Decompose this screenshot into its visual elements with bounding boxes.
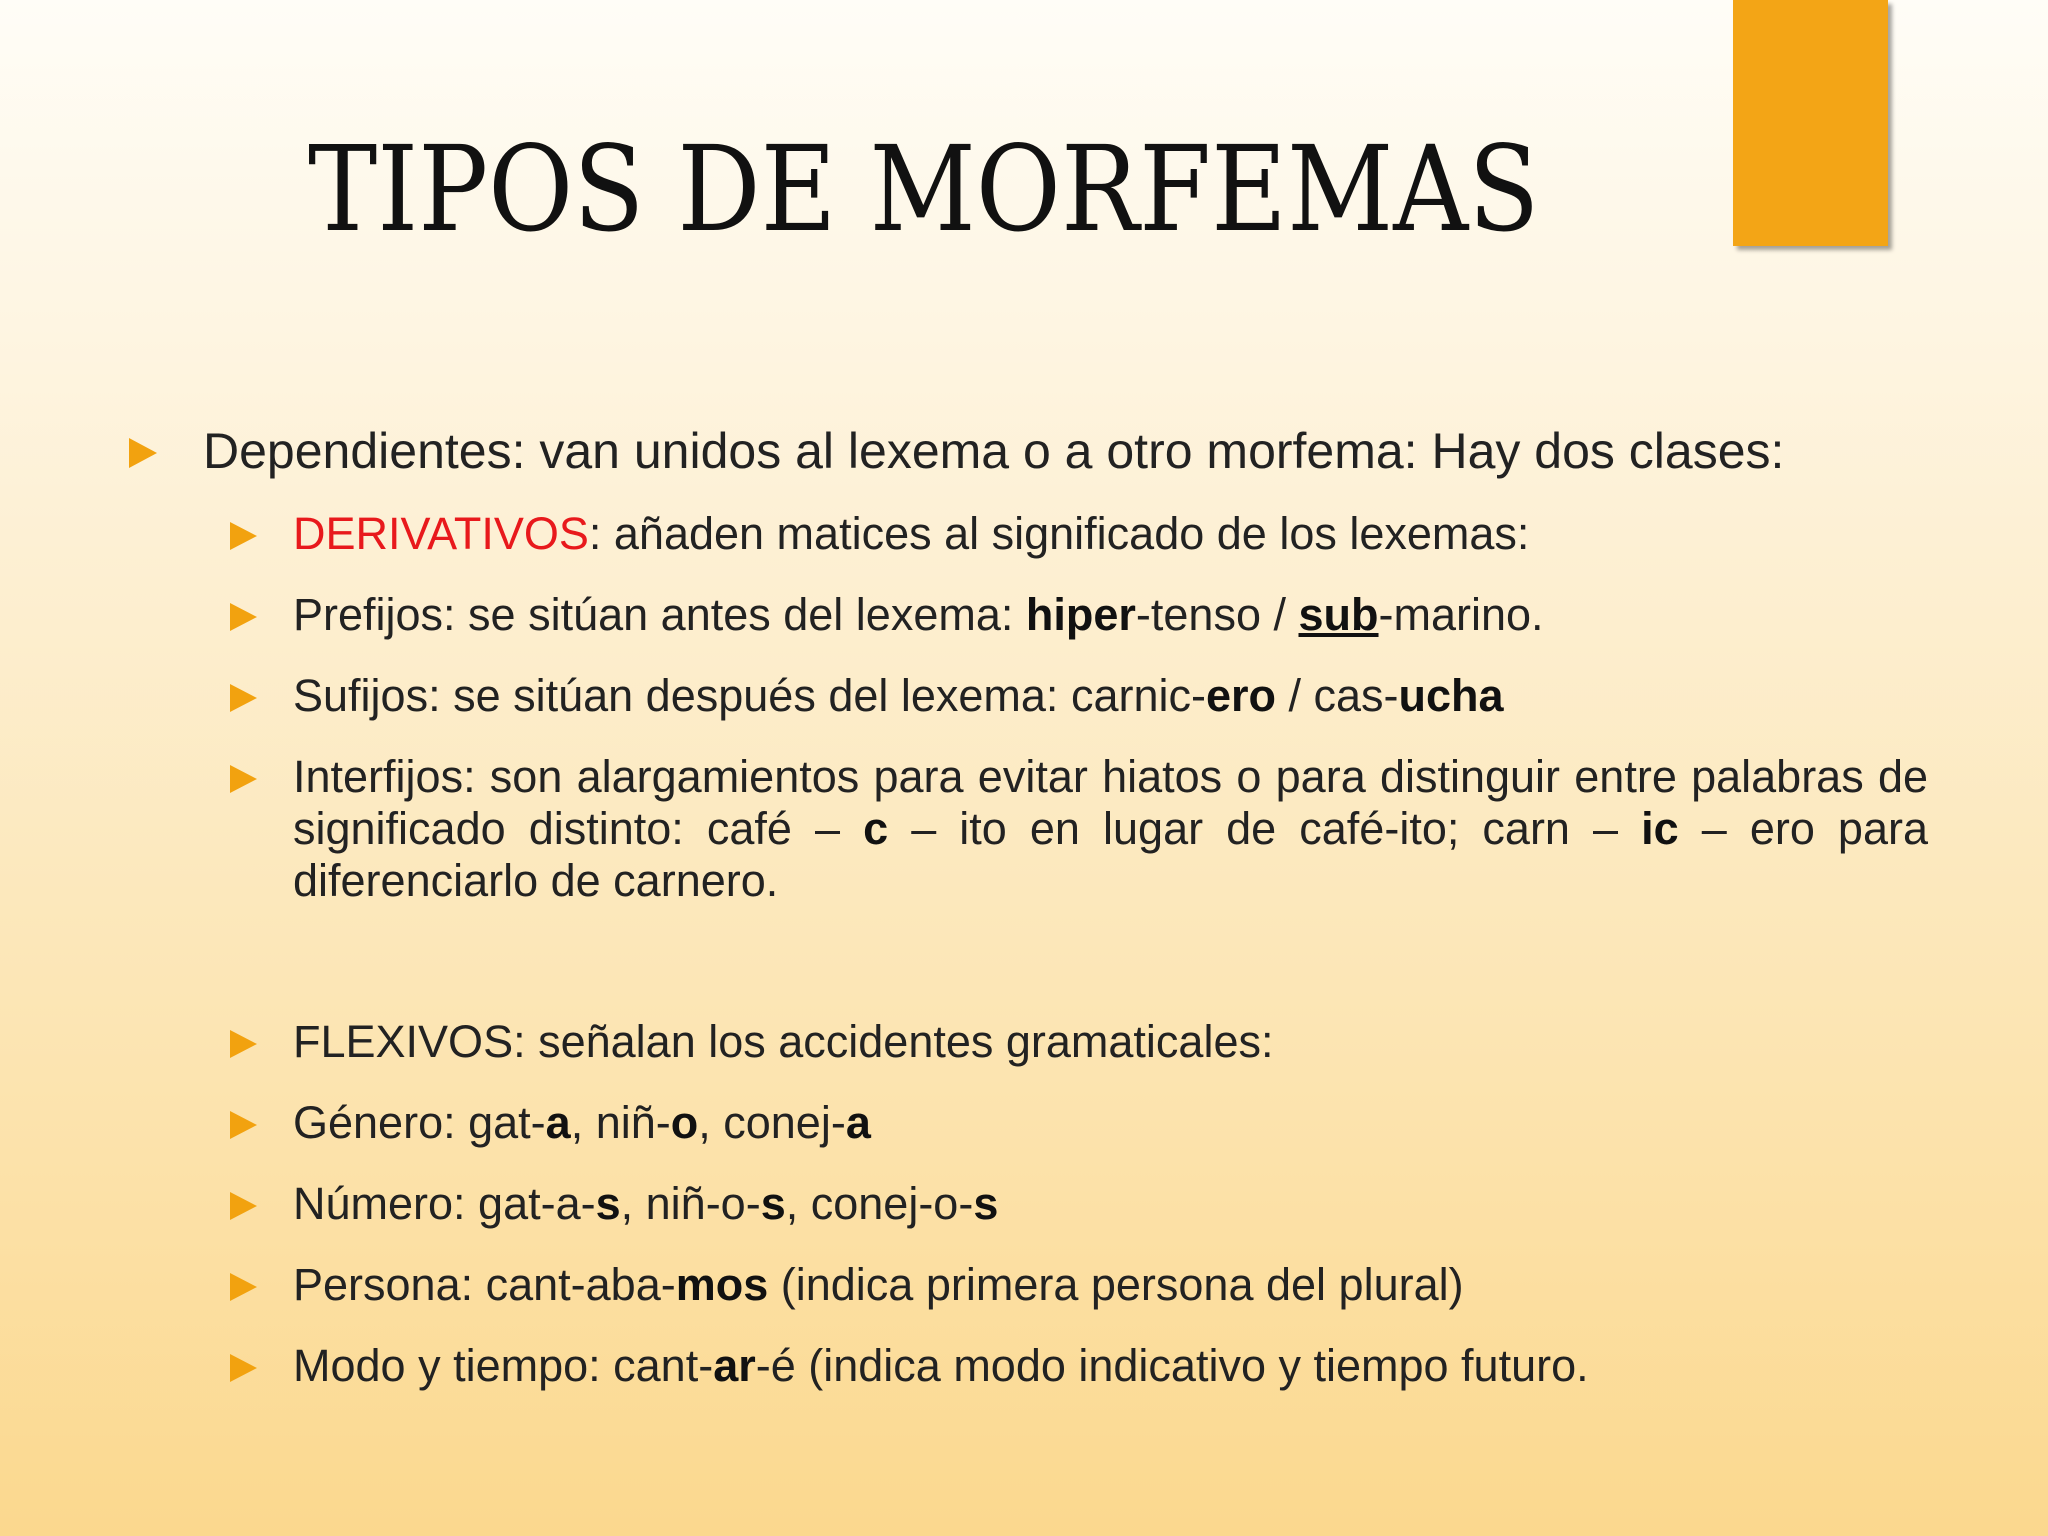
bullet-persona: Persona: cant-aba-mos (indica primera persona del plural) [293,1259,1464,1311]
triangle-bullet-icon [230,765,257,793]
bullet-interfijos: Interfijos: son alargamientos para evitar hiatos o para distinguir entre palabras de significado distinto: café – c – ito en lugar de café-ito; carn – ic – ero para diferenciarlo de carnero. [293,751,1928,907]
triangle-bullet-icon [230,1273,257,1301]
derivativos-label: DERIVATIVOS [293,508,589,559]
triangle-bullet-icon [230,684,257,712]
bullet-derivativos: DERIVATIVOS: añaden matices al significado de los lexemas: [293,508,1529,560]
triangle-bullet-icon [129,438,157,468]
triangle-bullet-icon [230,1192,257,1220]
triangle-bullet-icon [230,1030,257,1058]
bullet-sufijos: Sufijos: se sitúan después del lexema: carnic-ero / cas-ucha [293,670,1504,722]
bullet-numero: Número: gat-a-s, niñ-o-s, conej-o-s [293,1178,998,1230]
triangle-bullet-icon [230,603,257,631]
bullet-dependientes: Dependientes: van unidos al lexema o a otro morfema: Hay dos clases: [203,422,1784,480]
triangle-bullet-icon [230,522,257,550]
accent-block [1733,0,1888,246]
slide-title: TIPOS DE MORFEMAS [308,120,1540,258]
triangle-bullet-icon [230,1354,257,1382]
bullet-prefijos: Prefijos: se sitúan antes del lexema: hiper-tenso / sub-marino. [293,589,1544,641]
bullet-modo-tiempo: Modo y tiempo: cant-ar-é (indica modo indicativo y tiempo futuro. [293,1340,1589,1392]
triangle-bullet-icon [230,1111,257,1139]
bullet-genero: Género: gat-a, niñ-o, conej-a [293,1097,871,1149]
bullet-flexivos: FLEXIVOS: señalan los accidentes gramaticales: [293,1016,1274,1068]
